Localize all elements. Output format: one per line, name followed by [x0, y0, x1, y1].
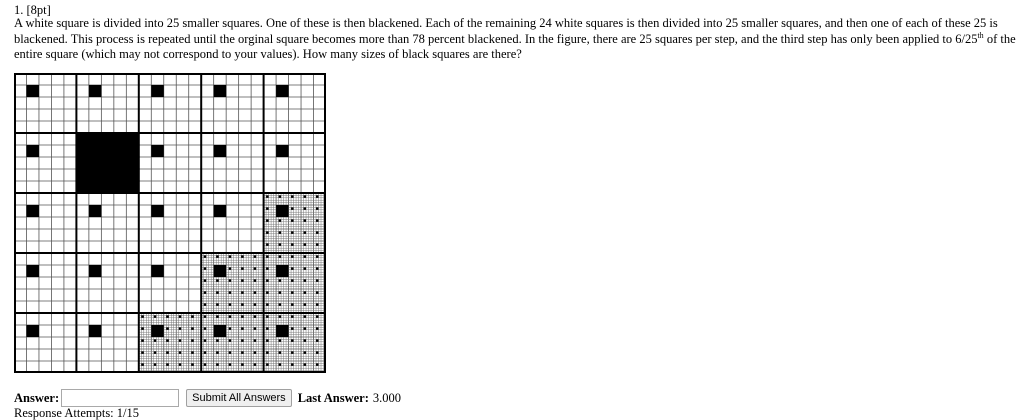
step3-black-square [316, 207, 318, 209]
answer-label: Answer: [14, 390, 60, 405]
step3-black-square [204, 303, 206, 305]
step3-black-square [316, 327, 318, 329]
step3-black-square [316, 315, 318, 317]
step3-black-square [266, 303, 268, 305]
step3-black-square [229, 315, 231, 317]
step3-black-square [166, 339, 168, 341]
step3-black-square [316, 255, 318, 257]
step3-black-square [166, 351, 168, 353]
step3-black-square [266, 315, 268, 317]
problem-text-sup: th [977, 30, 984, 40]
step2-black-square [151, 145, 163, 157]
step3-black-square [254, 339, 256, 341]
step2-black-square [214, 205, 226, 217]
step3-black-square [291, 351, 293, 353]
step3-black-square [316, 339, 318, 341]
step3-black-square [254, 351, 256, 353]
answer-input[interactable] [61, 389, 179, 407]
step2-black-square [26, 145, 38, 157]
last-answer-value: 3.000 [372, 390, 401, 405]
step3-black-square [316, 243, 318, 245]
step3-black-square [204, 339, 206, 341]
step3-black-square [304, 315, 306, 317]
step3-black-square [179, 315, 181, 317]
step3-black-square [241, 315, 243, 317]
step3-black-square [229, 291, 231, 293]
step3-black-square [316, 363, 318, 365]
step3-black-square [291, 327, 293, 329]
step2-black-square [26, 325, 38, 337]
step3-black-square [229, 327, 231, 329]
step2-black-square [89, 85, 101, 97]
step3-black-square [216, 315, 218, 317]
step3-black-square [266, 267, 268, 269]
step3-black-square [141, 351, 143, 353]
step3-black-square [241, 255, 243, 257]
step3-black-square [291, 195, 293, 197]
step3-black-square [229, 279, 231, 281]
step3-black-square [266, 339, 268, 341]
step3-black-square [141, 363, 143, 365]
step3-black-square [266, 255, 268, 257]
step3-black-square [304, 279, 306, 281]
step2-black-square [151, 85, 163, 97]
step2-black-square [276, 205, 288, 217]
step3-black-square [316, 291, 318, 293]
step3-black-square [216, 291, 218, 293]
step3-black-square [254, 315, 256, 317]
step3-black-square [291, 315, 293, 317]
step3-black-square [279, 195, 281, 197]
step3-black-square [304, 207, 306, 209]
step3-black-square [204, 363, 206, 365]
last-answer-label: Last Answer: [297, 390, 369, 405]
step3-black-square [154, 363, 156, 365]
step3-black-square [204, 315, 206, 317]
step3-black-square [304, 267, 306, 269]
step3-black-square [191, 327, 193, 329]
step3-black-square [304, 195, 306, 197]
step3-black-square [179, 339, 181, 341]
step3-black-square [166, 315, 168, 317]
step3-black-square [266, 351, 268, 353]
step3-black-square [141, 315, 143, 317]
fractal-figure [14, 73, 326, 378]
step3-black-square [154, 351, 156, 353]
step3-black-square [241, 351, 243, 353]
step3-black-square [266, 207, 268, 209]
step1-black-square [76, 133, 138, 193]
step3-black-square [291, 255, 293, 257]
step3-black-square [266, 291, 268, 293]
step3-black-square [229, 339, 231, 341]
step3-black-square [154, 339, 156, 341]
step3-black-square [304, 231, 306, 233]
step3-black-square [229, 363, 231, 365]
step3-black-square [279, 255, 281, 257]
step2-black-square [89, 205, 101, 217]
step2-black-square [276, 145, 288, 157]
submit-all-answers-button[interactable]: Submit All Answers [186, 389, 292, 407]
step3-black-square [191, 363, 193, 365]
step3-black-square [266, 195, 268, 197]
step2-black-square [151, 265, 163, 277]
step3-black-square [291, 267, 293, 269]
step3-black-square [216, 351, 218, 353]
step3-black-square [279, 279, 281, 281]
step2-black-square [151, 325, 163, 337]
step3-black-square [191, 315, 193, 317]
step3-black-square [254, 279, 256, 281]
step3-black-square [291, 303, 293, 305]
step3-black-square [254, 363, 256, 365]
step2-black-square [214, 265, 226, 277]
problem-statement [14, 16, 1020, 63]
step3-black-square [316, 279, 318, 281]
step3-black-square [241, 267, 243, 269]
step3-black-square [316, 231, 318, 233]
step3-black-square [304, 303, 306, 305]
step3-black-square [241, 303, 243, 305]
step3-black-square [204, 351, 206, 353]
step3-black-square [304, 327, 306, 329]
step2-black-square [276, 85, 288, 97]
step3-black-square [141, 339, 143, 341]
step3-black-square [204, 327, 206, 329]
step3-black-square [166, 327, 168, 329]
step3-black-square [241, 327, 243, 329]
step3-black-square [204, 291, 206, 293]
step3-black-square [166, 363, 168, 365]
step3-black-square [279, 243, 281, 245]
step3-black-square [229, 303, 231, 305]
step3-black-square [304, 351, 306, 353]
step3-black-square [266, 243, 268, 245]
step3-black-square [279, 219, 281, 221]
step3-black-square [254, 267, 256, 269]
step3-black-square [191, 339, 193, 341]
step2-black-square [214, 325, 226, 337]
step3-black-square [291, 219, 293, 221]
step3-black-square [291, 279, 293, 281]
step3-black-square [254, 255, 256, 257]
step3-black-square [141, 327, 143, 329]
step2-black-square [26, 265, 38, 277]
problem-text-part2: of the entire square (which may not correspond to your values). How many sizes of black squares are there? [14, 31, 1016, 61]
answer-row [14, 389, 401, 407]
step3-black-square [316, 267, 318, 269]
step3-black-square [304, 363, 306, 365]
step3-black-square [179, 327, 181, 329]
step3-black-square [316, 195, 318, 197]
step3-black-square [179, 351, 181, 353]
step3-black-square [279, 363, 281, 365]
step3-black-square [291, 207, 293, 209]
step2-black-square [276, 325, 288, 337]
step3-black-square [279, 303, 281, 305]
step3-black-square [154, 315, 156, 317]
response-attempts: Response Attempts: 1/15 [14, 406, 139, 420]
step3-black-square [241, 291, 243, 293]
step3-black-square [254, 327, 256, 329]
step3-black-square [216, 339, 218, 341]
step3-black-square [291, 231, 293, 233]
step3-black-square [316, 351, 318, 353]
problem-text-part1: A white square is divided into 25 smaller squares. One of these is then blackened. Each of the remaining 24 white squares is then divided into 25 smaller squares, and then one of each of these 25 is blackened. This process is repeated until the orginal square becomes more than 78 percent blackened. In the figure, there are 25 squares per step, and the third step has only been applied to 6/25 [14, 16, 998, 46]
step3-black-square [266, 327, 268, 329]
step3-black-square [291, 339, 293, 341]
step3-black-square [254, 291, 256, 293]
step3-black-square [279, 291, 281, 293]
fractal-square-image [14, 73, 326, 373]
step3-black-square [204, 255, 206, 257]
step3-black-square [291, 291, 293, 293]
step3-black-square [216, 255, 218, 257]
step3-black-square [304, 255, 306, 257]
step3-black-square [254, 303, 256, 305]
step3-black-square [304, 243, 306, 245]
step3-black-square [216, 279, 218, 281]
step3-black-square [216, 363, 218, 365]
step2-black-square [214, 145, 226, 157]
step3-black-square [304, 291, 306, 293]
step2-black-square [89, 325, 101, 337]
step3-black-square [204, 267, 206, 269]
step3-black-square [266, 231, 268, 233]
step3-black-square [229, 255, 231, 257]
step2-black-square [151, 205, 163, 217]
step3-black-square [291, 243, 293, 245]
step3-black-square [229, 351, 231, 353]
step2-black-square [89, 265, 101, 277]
step3-black-square [241, 279, 243, 281]
step3-black-square [216, 303, 218, 305]
step3-black-square [191, 351, 193, 353]
step3-black-square [316, 303, 318, 305]
step3-black-square [241, 363, 243, 365]
step3-black-square [266, 219, 268, 221]
step3-black-square [204, 279, 206, 281]
step3-black-square [241, 339, 243, 341]
step2-black-square [26, 205, 38, 217]
step3-black-square [304, 219, 306, 221]
step3-black-square [316, 219, 318, 221]
step2-black-square [276, 265, 288, 277]
step3-black-square [304, 339, 306, 341]
step3-black-square [266, 363, 268, 365]
step3-black-square [291, 363, 293, 365]
step3-black-square [229, 267, 231, 269]
step3-black-square [279, 351, 281, 353]
step3-black-square [279, 231, 281, 233]
step3-black-square [279, 339, 281, 341]
problem-number-points: 1. [8pt] [14, 3, 51, 17]
step3-black-square [266, 279, 268, 281]
step2-black-square [26, 85, 38, 97]
step3-black-square [179, 363, 181, 365]
step3-black-square [279, 315, 281, 317]
step2-black-square [214, 85, 226, 97]
